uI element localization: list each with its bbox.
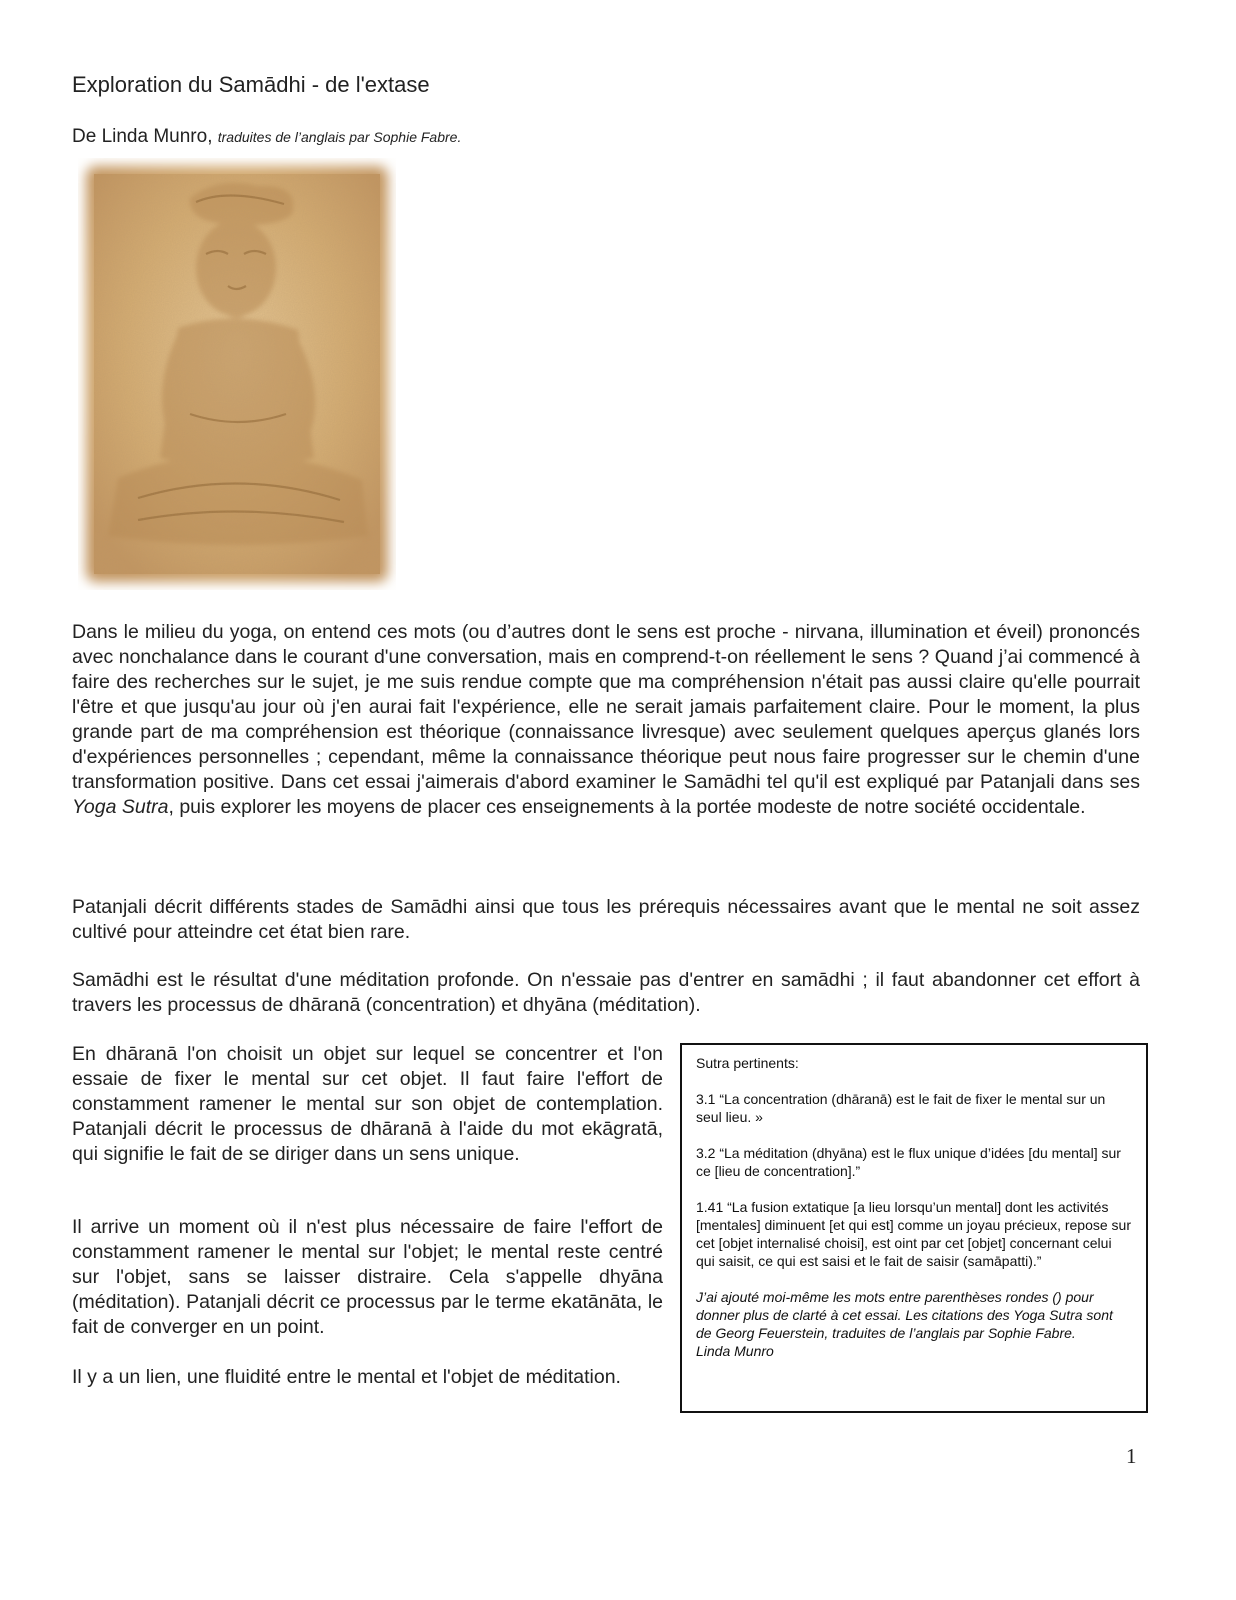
paragraph-dhyana: Il arrive un moment où il n'est plus nécessaire de faire l'effort de constamment ramener le mental sur l'objet; le mental reste centré sur l'objet, sans se laisser distraire. Cela s'appelle dhyāna (méditation). Patanjali décrit ce processus par le terme ekatānāta, le fait de converger en un point. xyxy=(72,1216,663,1338)
paragraph-fluidite: Il y a un lien, une fluidité entre le mental et l'objet de méditation. xyxy=(72,1366,621,1388)
translator-credit: traduites de l’anglais par Sophie Fabre. xyxy=(217,129,462,145)
sidebox-heading: Sutra pertinents: xyxy=(696,1055,799,1071)
paragraph-stades: Patanjali décrit différents stades de Samādhi ainsi que tous les prérequis nécessaires avant que le mental ne soit assez cultivé pour atteindre cet état bien rare. xyxy=(72,896,1140,943)
intro-text-end: , puis explorer les moyens de placer ces enseignements à la portée modeste de notre société occidentale. xyxy=(168,796,1086,818)
page-title: Exploration du Samādhi - de l'extase xyxy=(72,72,430,97)
paragraph-dharana: En dhāranā l'on choisit un objet sur lequel se concentrer et l'on essaie de fixer le mental sur cet objet. Il faut faire l'effort de constamment ramener le mental sur son objet de contemplation. Patanjali décrit le processus de dhāranā à l'aide du mot ekāgratā, qui signifie le fait de se diriger dans un sens unique. xyxy=(72,1043,663,1165)
byline xyxy=(72,126,461,148)
author-name: De Linda Munro, xyxy=(72,126,213,147)
intro-text: Dans le milieu du yoga, on entend ces mots (ou d’autres dont le sens est proche - nirvana, illumination et éveil) prononcés avec nonchalance dans le courant d'une conversation, mais en comprend-t-on réellement le sens ? Quand j’ai commencé à faire des recherches sur le sujet, je me suis rendue compte que ma compréhension n'était pas aussi claire qu'elle pourrait l'être et que jusqu'au jour où j'en aurai fait l'expérience, elle ne serait jamais parfaitement claire. Pour le moment, la plus grande part de ma compréhension est théorique (connaissance livresque) avec seulement quelques aperçus glanés lors d'expériences personnelles ; cependant, même la connaissance théorique peut nous faire progresser sur le chemin d'une transformation positive. Dans cet essai j'aimerais d'abord examiner le Samādhi tel qu'il est expliqué par Patanjali dans ses xyxy=(72,621,1140,793)
sutra-sidebox xyxy=(680,1043,1148,1413)
sutra-item: 3.1 “La concentration (dhāranā) est le fait de fixer le mental sur un seul lieu. » xyxy=(696,1091,1106,1125)
sidebox-note: J’ai ajouté moi-même les mots entre parenthèses rondes () pour donner plus de clarté à cet essai. Les citations des Yoga Sutra sont de Georg Feuerstein, traduites de l’anglais par Sophie Fabre. xyxy=(696,1289,1113,1341)
book-title-yoga-sutra: Yoga Sutra xyxy=(72,796,169,818)
sutra-item: 1.41 “La fusion extatique [a lieu lorsqu’un mental] dont les activités [mentales] diminuent [et qui est] comme un joyau précieux, repose sur cet [objet internalisé choisi], est oint par cet [objet] concernant celui qui saisit, ce qui est saisi et le fait de saisir (samāpatti).” xyxy=(696,1199,1131,1269)
page-number: 1 xyxy=(1126,1444,1137,1468)
sidebox-signature: Linda Munro xyxy=(696,1343,774,1359)
paragraph-intro xyxy=(72,620,1140,820)
sutra-item: 3.2 “La méditation (dhyāna) est le flux unique d’idées [du mental] sur ce [lieu de concentration].” xyxy=(696,1145,1121,1179)
stone-relief-image xyxy=(78,158,396,590)
paragraph-samadhi: Samādhi est le résultat d'une méditation profonde. On n'essaie pas d'entrer en samādhi ; il faut abandonner cet effort à travers les processus de dhāranā (concentration) et dhyāna (méditation). xyxy=(72,969,1140,1016)
